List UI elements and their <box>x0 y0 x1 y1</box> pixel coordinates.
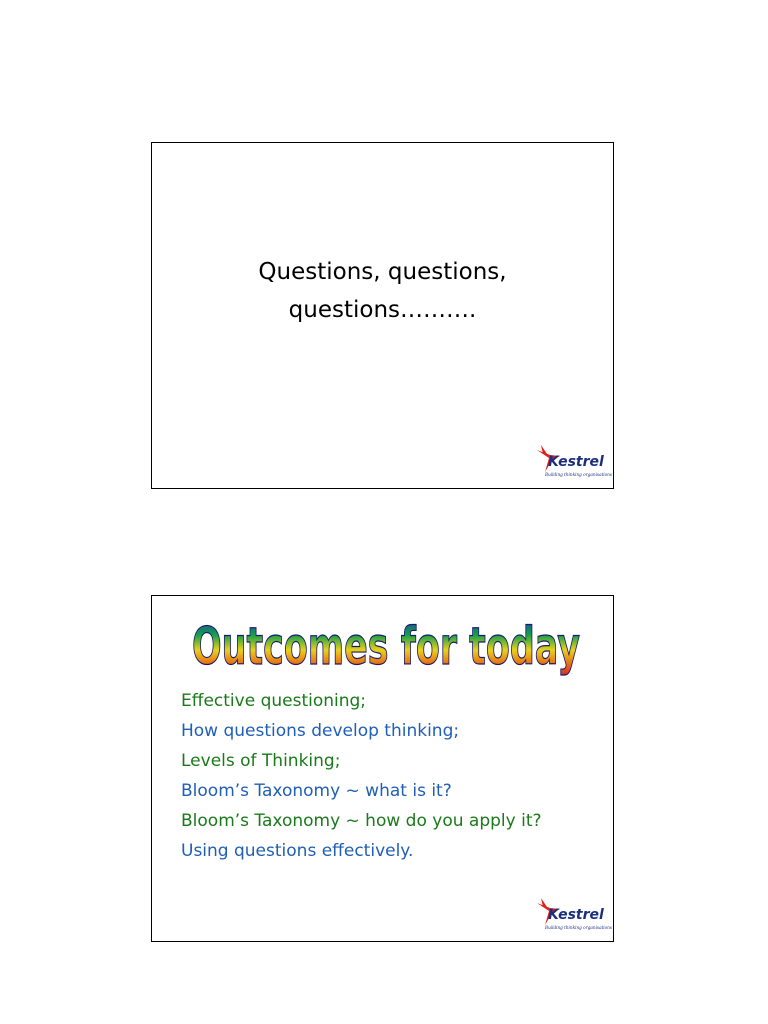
outcome-item-5: Bloom’s Taxonomy ~ how do you apply it? <box>181 811 542 831</box>
title-line-2: questions………. <box>288 297 477 323</box>
outcome-item-3: Levels of Thinking; <box>181 751 341 771</box>
outcome-item-4: Bloom’s Taxonomy ~ what is it? <box>181 781 452 801</box>
outcomes-list <box>181 686 542 866</box>
logo-tagline: Building thinking organisations <box>545 472 612 477</box>
logo-tagline: Building thinking organisations <box>545 925 612 930</box>
slide-questions <box>151 142 614 489</box>
outcome-item-1: Effective questioning; <box>181 691 367 711</box>
kestrel-logo <box>533 442 612 482</box>
outcomes-heading-text: Outcomes for today <box>192 617 580 677</box>
slide-title <box>152 253 613 329</box>
slide-outcomes <box>151 595 614 942</box>
kestrel-logo <box>533 895 612 935</box>
outcome-item-6: Using questions effectively. <box>181 841 414 861</box>
title-line-1: Questions, questions, <box>258 259 507 285</box>
outcomes-heading <box>190 610 582 680</box>
outcome-item-2: How questions develop thinking; <box>181 721 460 741</box>
logo-wordmark: Kestrel <box>548 454 604 470</box>
logo-wordmark: Kestrel <box>548 907 604 923</box>
